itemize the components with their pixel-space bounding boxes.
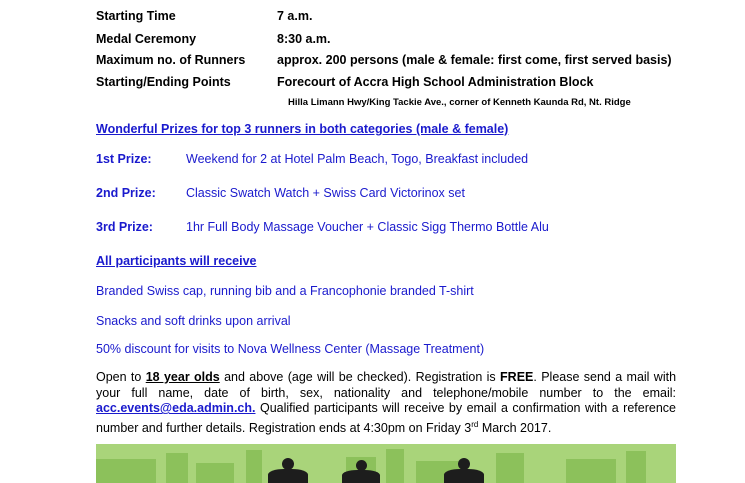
skyline-building bbox=[626, 451, 646, 483]
registration-sup: rd bbox=[471, 419, 479, 429]
skyline-building bbox=[196, 463, 234, 483]
runner-silhouette bbox=[268, 469, 308, 483]
registration-email-link[interactable]: acc.events@eda.admin.ch. bbox=[96, 401, 256, 416]
skyline-building bbox=[166, 453, 188, 483]
skyline-building bbox=[96, 459, 156, 483]
participants-heading: All participants will receive bbox=[96, 254, 257, 268]
skyline-building bbox=[496, 453, 524, 483]
prize-value-2: Classic Swatch Watch + Swiss Card Victorinox set bbox=[186, 186, 465, 200]
registration-text-4: Qualified participants will receive by email a confirmation with a reference number and further details. Registration ends at 4:30pm on Friday 3 bbox=[96, 401, 676, 435]
prize-label-2: 2nd Prize: bbox=[96, 186, 156, 200]
prize-value-3: 1hr Full Body Massage Voucher + Classic Sigg Thermo Bottle Alu bbox=[186, 220, 549, 234]
detail-value-medal-ceremony: 8:30 a.m. bbox=[277, 32, 331, 46]
detail-label-points: Starting/Ending Points bbox=[96, 75, 231, 89]
participant-item-3: 50% discount for visits to Nova Wellness Center (Massage Treatment) bbox=[96, 342, 485, 356]
detail-label-max-runners: Maximum no. of Runners bbox=[96, 53, 246, 67]
prizes-heading: Wonderful Prizes for top 3 runners in both categories (male & female) bbox=[96, 122, 509, 136]
detail-value-max-runners: approx. 200 persons (male & female: first come, first served basis) bbox=[277, 53, 672, 67]
location-subline: Hilla Limann Hwy/King Tackie Ave., corner of Kenneth Kaunda Rd, Nt. Ridge bbox=[288, 97, 631, 108]
registration-age: 18 year olds bbox=[145, 370, 220, 384]
skyline-building bbox=[386, 449, 404, 483]
runner-silhouette bbox=[342, 470, 380, 483]
registration-paragraph bbox=[96, 370, 676, 437]
registration-text-1: Open to bbox=[96, 370, 146, 384]
detail-value-starting-time: 7 a.m. bbox=[277, 9, 313, 23]
prize-label-1: 1st Prize: bbox=[96, 152, 152, 166]
skyline-building bbox=[246, 450, 262, 483]
runners-banner-image bbox=[96, 444, 676, 483]
detail-value-points: Forecourt of Accra High School Administration Block bbox=[277, 75, 594, 89]
prize-label-3: 3rd Prize: bbox=[96, 220, 153, 234]
runner-silhouette bbox=[444, 469, 484, 483]
registration-text-3: . Please send a mail with your full name, date of birth, sex, nationality and telephone/mobile number to the email: bbox=[96, 370, 677, 400]
participant-item-1: Branded Swiss cap, running bib and a Francophonie branded T-shirt bbox=[96, 284, 474, 298]
skyline-building bbox=[566, 459, 616, 483]
registration-free: FREE bbox=[500, 370, 534, 384]
prize-value-1: Weekend for 2 at Hotel Palm Beach, Togo, Breakfast included bbox=[186, 152, 529, 166]
detail-label-medal-ceremony: Medal Ceremony bbox=[96, 32, 197, 46]
registration-text-2: and above (age will be checked). Registration is bbox=[219, 370, 501, 384]
participant-item-2: Snacks and soft drinks upon arrival bbox=[96, 314, 291, 328]
detail-label-starting-time: Starting Time bbox=[96, 9, 176, 23]
registration-text-5: March 2017. bbox=[478, 420, 552, 435]
